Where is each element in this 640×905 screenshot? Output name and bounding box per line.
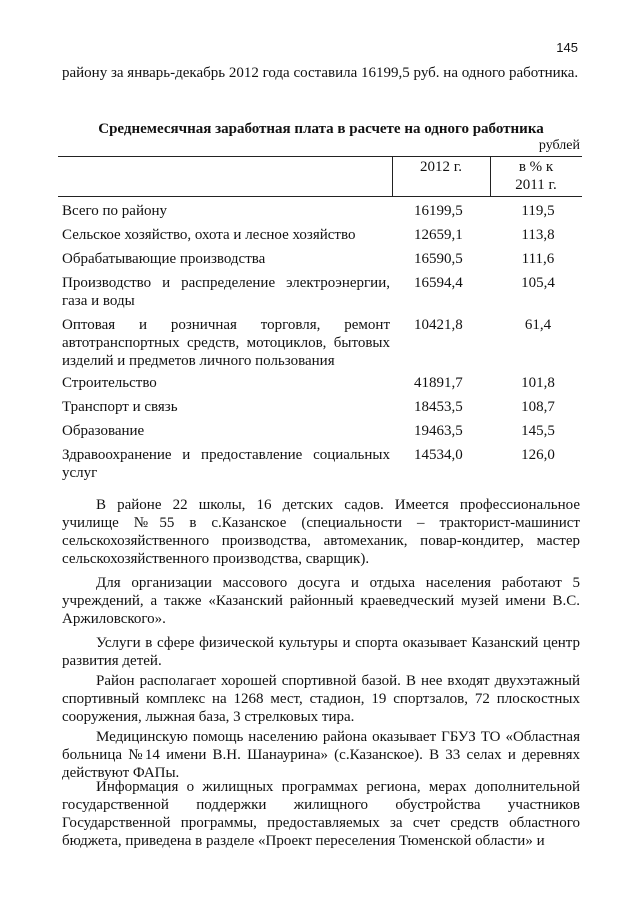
housing-paragraph	[62, 778, 580, 850]
paragraph-medical: Медицинскую помощь населению района оказывает ГБУЗ ТО «Областная больница №14 имени В.Н. Шанаурина» (с.Казанское). В 33 селах и деревнях действуют ФАПы.	[62, 729, 580, 781]
row-value-2012: 16590,5	[414, 251, 463, 267]
row-value-pct: 105,4	[521, 275, 555, 291]
paragraph-sport-services: Услуги в сфере физической культуры и спорта оказывает Казанский центр развития детей.	[62, 635, 580, 669]
row-value-2012: 14534,0	[414, 447, 463, 463]
row-value-pct: 108,7	[521, 399, 555, 415]
row-value-2012: 16594,4	[414, 275, 463, 291]
body-paragraphs	[62, 496, 580, 782]
row-value-pct: 113,8	[521, 227, 555, 243]
row-name: Производство и распределение электроэнергии, газа и воды	[62, 275, 390, 309]
row-name: Строительство	[62, 375, 157, 391]
paragraph-sport-base: Район располагает хорошей спортивной базой. В нее входят двухэтажный спортивный комплекс на 1268 мест, стадион, 19 спортзалов, 72 плоскостных сооружения, лыжная база, 3 стрелковых тира.	[62, 673, 580, 725]
row-value-2012: 18453,5	[414, 399, 463, 415]
header-pct-line2: 2011 г.	[515, 177, 557, 193]
row-value-pct: 61,4	[524, 317, 552, 333]
row-value-pct: 111,6	[521, 251, 555, 267]
header-pct-line1: в % к	[518, 159, 554, 175]
table-top-rule	[58, 156, 582, 157]
row-name: Сельское хозяйство, охота и лесное хозяйство	[62, 227, 356, 243]
intro-text: району за январь-декабрь 2012 года составила 16199,5 руб. на одного работника.	[62, 65, 579, 81]
paragraph-leisure: Для организации массового досуга и отдыха населения работают 5 учреждений, а также «Казанский районный краеведческий музей имени В.С. Аржиловского».	[62, 575, 580, 627]
row-name: Обрабатывающие производства	[62, 251, 266, 267]
paragraph-schools: В районе 22 школы, 16 детских садов. Имеется профессиональное училище №55 в с.Казанское (специальности – тракторист-машинист сельскохозяйственного производства, автомеханик, повар-кондитер, мастер сельскохозяйственного производства, сварщик).	[62, 497, 580, 567]
row-name: Образование	[62, 423, 145, 439]
row-value-pct: 145,5	[521, 423, 555, 439]
table-title: Среднемесячная заработная плата в расчете на одного работника	[98, 121, 544, 137]
row-value-2012: 19463,5	[414, 423, 463, 439]
row-value-2012: 10421,8	[414, 317, 463, 333]
row-value-pct: 126,0	[521, 447, 555, 463]
table-header-rule	[58, 196, 582, 197]
row-name: Здравоохранение и предоставление социальных услуг	[62, 447, 390, 481]
intro-paragraph	[62, 64, 580, 82]
row-value-pct: 119,5	[521, 203, 555, 219]
row-name: Всего по району	[62, 203, 168, 219]
page-number: 145	[556, 40, 578, 55]
header-year: 2012 г.	[420, 159, 462, 175]
row-name: Транспорт и связь	[62, 399, 178, 415]
row-name: Оптовая и розничная торговля, ремонт автотранспортных средств, мотоциклов, бытовых изделий и предметов личного пользования	[62, 317, 390, 369]
row-value-2012: 16199,5	[414, 203, 463, 219]
row-value-2012: 12659,1	[414, 227, 463, 243]
row-value-pct: 101,8	[521, 375, 555, 391]
row-value-2012: 41891,7	[414, 375, 463, 391]
table-unit: рублей	[538, 138, 580, 153]
paragraph-housing: Информация о жилищных программах региона, мерах дополнительной государственной поддержки жилищного обустройства участников Государственной программы, предоставляемых за счет средств областного бюджета, приведена в разделе «Проект переселения Тюменской области» и	[62, 779, 580, 849]
